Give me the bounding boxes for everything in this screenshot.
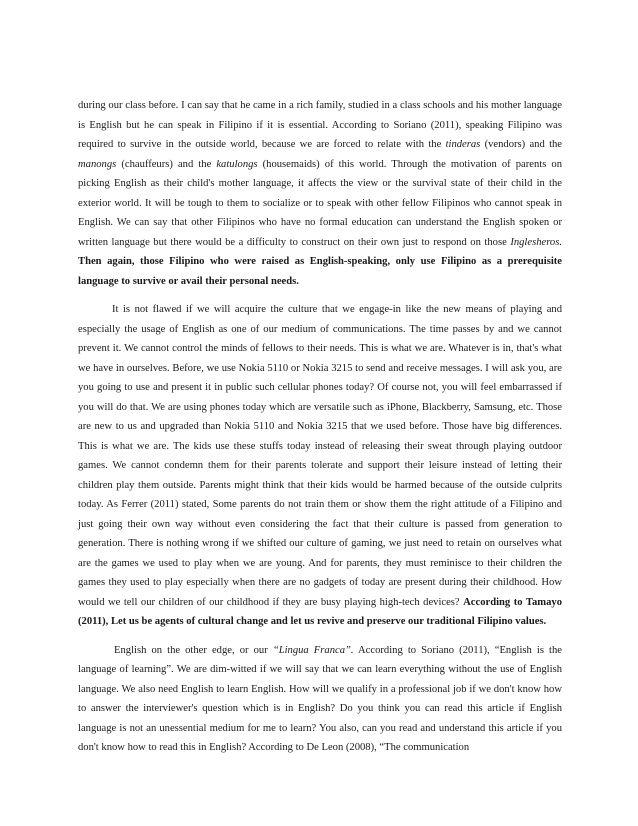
body-text: (vendors) and the	[480, 139, 563, 150]
body-text: English on the other edge, or our	[114, 644, 273, 656]
body-text: According to Soriano (2011), “English is the language of learning”. We are dim-witted if we will say that we can learn everything without the use of English language. We also need English to learn English. How will we qualify in a professional job if we don't know how to answer the interviewer's question which is in English? Do you think you can read this article if English language is not an unessential medium for me to learn? You also, can you read and understand this article if you don't know how to read this in English? According to De Leon (2008), “The communication	[78, 644, 562, 753]
italic-text: Inglesheros.	[510, 236, 562, 248]
paragraph-3	[78, 641, 562, 758]
paragraph-1	[78, 96, 562, 291]
bold-text: Then again, those Filipino who were raised as English-speaking, only use Filipino as a prerequisite language to survive or avail their personal needs.	[78, 256, 562, 287]
italic-text: katulongs	[216, 158, 258, 170]
body-text: (chauffeurs) and the	[116, 158, 217, 170]
document-body	[78, 96, 562, 758]
italic-text: “Lingua Franca”.	[272, 644, 354, 656]
bold-text: According to Tamayo (2011), Let us be agents of cultural change and let us revive and preserve our traditional Filipino values.	[78, 596, 562, 627]
paragraph-2	[78, 300, 562, 632]
body-text: during our class before. I can say that he came in a rich family, studied in a class schools and his mother language is English but he can speak in Filipino if it is essential. According to Soriano (2011), speaking Filipino was required to survive in the outside world, because we are forced to relate with the	[78, 100, 562, 150]
italic-text: manongs	[78, 158, 117, 170]
italic-text: tinderas	[445, 139, 481, 150]
body-text: (housemaids) of this world. Through the motivation of parents on picking English as their child's mother language, it affects the view or the survival state of their child in the exterior world. It will be tough to them to socialize or to speak with other fellow Filipinos who cannot speak in English. We can say that other Filipinos who have no formal education can understand the English spoken or written language but there would be a difficulty to construct on their own just to respond on those	[78, 158, 562, 248]
body-text: It is not flawed if we will acquire the culture that we engage-in like the new means of playing and especially the usage of English as one of our medium of communications. The time passes by and we cannot prevent it. We cannot control the minds of fellows to their needs. This is what we are. Whatever is in, that's what we have in ourselves. Before, we use Nokia 5110 or Nokia 3215 to send and receive messages. I will ask you, are you going to use and present it in public such cellular phones today? Of course not, you will feel embarrassed if you will do that. We are using phones today which are versatile such as iPhone, Blackberry, Samsung, etc. Those are new to us and upgraded than Nokia 5110 and Nokia 3215 that we used before. Those have big differences. This is what we are. The kids use these stuffs today instead of releasing their sweat through playing outdoor games. We cannot condemn them for their parents tolerate and support their leisure instead of letting their children play them outside. Parents might think that their kids would be harmed because of the outside culprits today. As Ferrer (2011) stated, Some parents do not train them or show them the right attitude of a Filipino and just going their own way without even considering the fact that their culture is passed from generation to generation. There is nothing wrong if we shifted our culture of gaming, we just need to retain on ourselves what are the games we used to play when we are young. And for parents, they must reminisce to their children the games they used to play especially when there are no gadgets of today are present during their childhood. How would we tell our children of our childhood if they are busy playing high-tech devices?	[78, 304, 562, 608]
